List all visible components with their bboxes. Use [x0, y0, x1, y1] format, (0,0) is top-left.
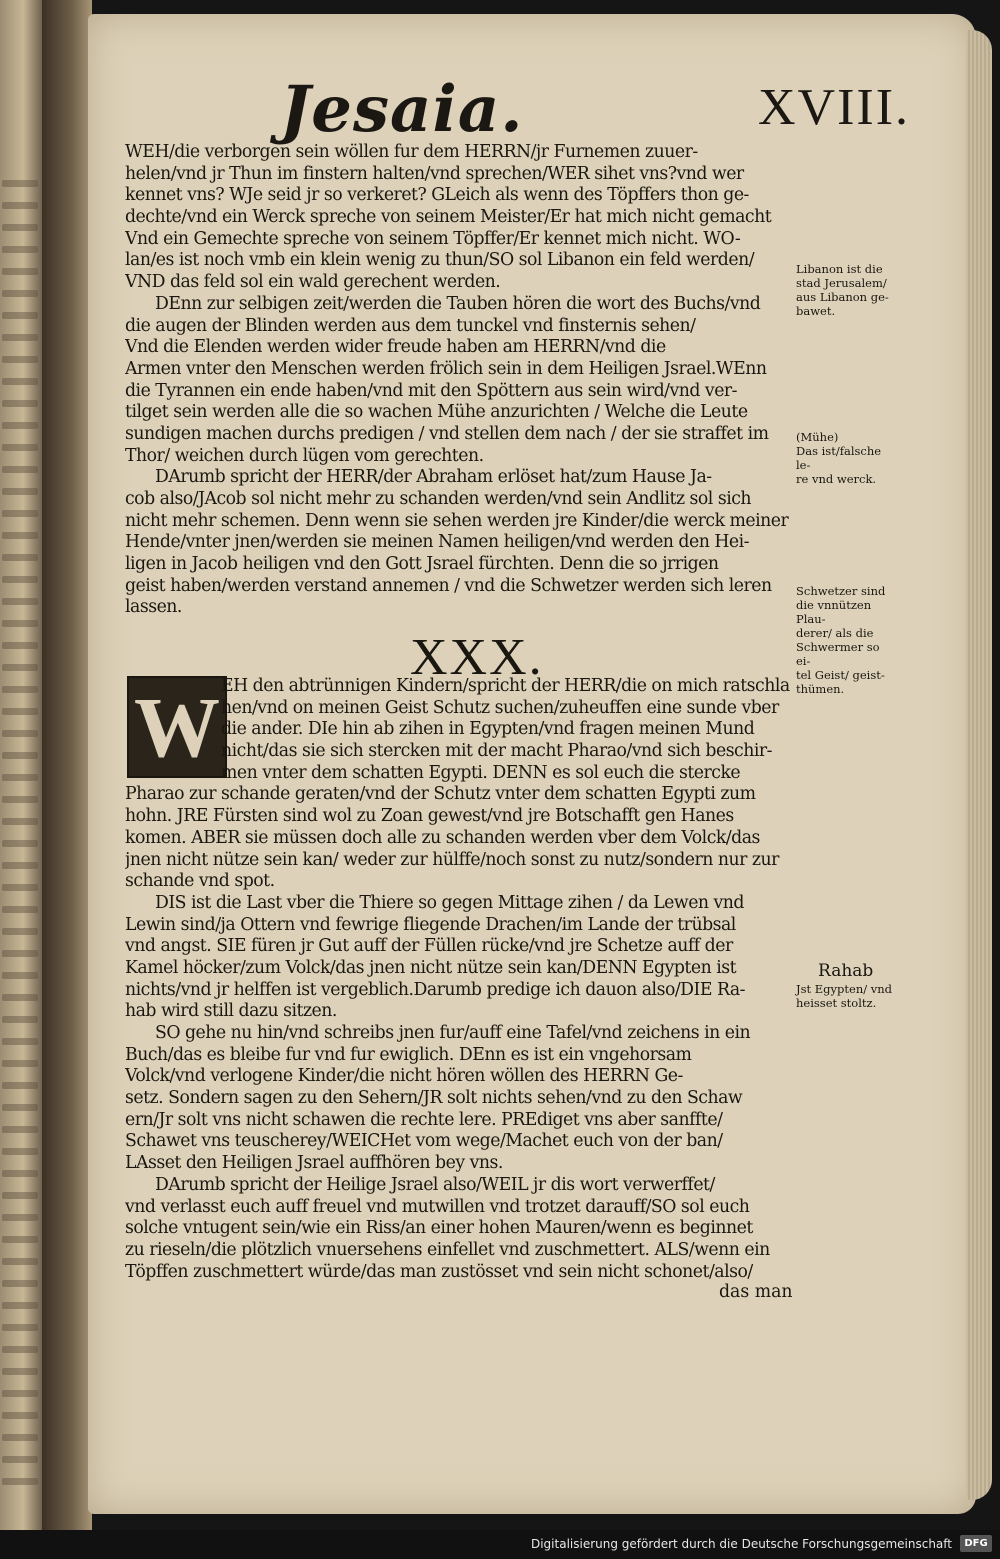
note-line: Jst Egypten/ vnd [796, 982, 893, 996]
text-line: Töpffen zuschmettert würde/das man zustösset vnd sein nicht schonet/also/ [125, 1261, 753, 1282]
facing-page-text-trace [2, 1038, 38, 1045]
text-line: sundigen machen durchs predigen / vnd stellen dem nach / der sie straffet im [125, 423, 769, 444]
chapter-heading: XXX. [410, 629, 544, 686]
text-line: Hende/vnter jnen/werden sie meinen Namen heiligen/vnd werden den Hei- [125, 532, 750, 553]
facing-page-text-trace [2, 1478, 38, 1485]
text-line: LAsset den Heiligen Jsrael auffhören bey vns. [125, 1153, 503, 1174]
facing-page-text-trace [2, 1280, 38, 1287]
text-line: die Tyrannen ein ende haben/vnd mit den Spöttern aus sein wird/vnd ver- [125, 380, 738, 401]
facing-page-text-trace [2, 884, 38, 891]
note-line: Libanon ist die [796, 262, 883, 276]
text-line: jnen nicht nütze sein kan/ weder zur hülffe/noch sonst zu nutz/sondern nur zur [125, 849, 779, 870]
facing-page-edge [0, 0, 42, 1530]
facing-page-text-trace [2, 180, 38, 187]
facing-page-text-trace [2, 1148, 38, 1155]
text-line: ligen in Jacob heiligen vnd den Gott Jsrael fürchten. Denn die so jrrigen [125, 554, 719, 575]
text-line: komen. ABER sie müssen doch alle zu schanden werden vber dem Volck/das [125, 827, 760, 848]
text-line: hen/vnd on meinen Geist Schutz suchen/zuheuffen eine sunde vber [221, 697, 779, 718]
note-line: Das ist/falsche le- [796, 444, 882, 472]
facing-page-text-trace [2, 312, 38, 319]
marginal-note-muehe [796, 430, 896, 486]
marginal-note-libanon [796, 262, 896, 318]
facing-page-text-trace [2, 642, 38, 649]
text-line: nicht/das sie sich stercken mit der macht Pharao/vnd sich beschir- [221, 741, 772, 762]
facing-page-text-trace [2, 400, 38, 407]
facing-page-text-trace [2, 1192, 38, 1199]
text-line: ern/Jr solt vns nicht schawen die rechte lere. PREdiget vns aber sanffte/ [125, 1109, 723, 1130]
facing-page-text-trace [2, 1368, 38, 1375]
text-line: tilget sein werden alle die so wachen Mühe anzurichten / Welche die Leute [125, 402, 748, 423]
facing-page-text-trace [2, 1390, 38, 1397]
text-line: cob also/JAcob sol nicht mehr zu schanden werden/vnd sein Andlitz sol sich [125, 489, 752, 509]
text-line: die augen der Blinden werden aus dem tunckel vnd finsternis sehen/ [125, 315, 696, 336]
facing-page-text-trace [2, 708, 38, 715]
text-line: men vnter dem schatten Egypti. DENN es sol euch die stercke [221, 762, 741, 783]
note-line: bawet. [796, 304, 836, 318]
facing-page-text-trace [2, 994, 38, 1001]
note-line: stad Jerusalem/ [796, 276, 887, 290]
facing-page-text-trace [2, 488, 38, 495]
facing-page-text-trace [2, 774, 38, 781]
running-head-title: Jesaia. [280, 72, 524, 147]
facing-page-text-trace [2, 752, 38, 759]
text-line: VND das feld sol ein wald gerechent werden. [125, 272, 501, 293]
text-line: Thor/ weichen durch lügen vom gerechten. [125, 445, 484, 466]
facing-page-text-trace [2, 202, 38, 209]
facing-page-text-trace [2, 686, 38, 693]
facing-page-text-trace [2, 928, 38, 935]
facing-page-text-trace [2, 576, 38, 583]
facing-page-text-trace [2, 906, 38, 913]
facing-page-text-trace [2, 972, 38, 979]
facing-page-text-trace [2, 466, 38, 473]
facing-page-text-trace [2, 1346, 38, 1353]
facing-page-text-trace [2, 818, 38, 825]
facing-page-text-trace [2, 1170, 38, 1177]
text-block-2 [125, 676, 800, 1283]
facing-page-text-trace [2, 1434, 38, 1441]
text-line: Buch/das es bleibe fur vnd fur ewiglich. DEnn es ist ein vngehorsam [125, 1044, 692, 1065]
note-line: Schwermer so ei- [796, 640, 880, 668]
facing-page-text-trace [2, 1082, 38, 1089]
catchword: das man [719, 1282, 793, 1302]
text-line: Armen vnter den Menschen werden frölich sein in dem Heiligen Jsrael.WEnn [125, 358, 767, 379]
facing-page-text-trace [2, 840, 38, 847]
note-line: (Mühe) [796, 430, 839, 444]
facing-page-text-trace [2, 510, 38, 517]
text-line: schande vnd spot. [125, 871, 275, 892]
text-line: Kamel höcker/zum Volck/das jnen nicht nütze sein kan/DENN Egypten ist [125, 957, 737, 978]
facing-page-text-trace [2, 950, 38, 957]
funding-credit: Digitalisierung gefördert durch die Deutsche Forschungsgemeinschaft [530, 1537, 952, 1551]
note-line: tel Geist/ geist- [796, 668, 885, 682]
facing-page-text-trace [2, 620, 38, 627]
text-line: dechte/vnd ein Werck spreche von seinem Meister/Er hat mich nicht gemacht [125, 207, 772, 228]
facing-page-text-trace [2, 532, 38, 539]
text-line: vnd verlasst euch auff freuel vnd mutwillen vnd trotzet darauff/SO sol euch [125, 1196, 750, 1217]
text-line: Volck/vnd verlogene Kinder/die nicht hören wöllen des HERRN Ge- [125, 1066, 683, 1087]
facing-page-text-trace [2, 1060, 38, 1067]
facing-page-text-trace [2, 1126, 38, 1133]
text-line: helen/vnd jr Thun im finstern halten/vnd sprechen/WER sihet vns?vnd wer [125, 163, 744, 184]
text-line: Schawet vns teuscherey/WEICHet vom wege/Machet euch von der ban/ [125, 1131, 723, 1152]
text-line: vnd angst. SIE füren jr Gut auff der Füllen rücke/vnd jre Schetze auff der [125, 936, 733, 957]
text-line: DEnn zur selbigen zeit/werden die Tauben hören die wort des Buchs/vnd [155, 293, 761, 314]
facing-page-text-trace [2, 378, 38, 385]
facing-page-text-trace [2, 422, 38, 429]
marginal-note-schwetzer [796, 584, 896, 696]
marginal-note-rahab [796, 960, 896, 1010]
text-line: nicht mehr schemen. Denn wenn sie sehen werden jre Kinder/die werck meiner [125, 510, 789, 531]
folio-number: XVIII. [758, 79, 911, 136]
text-line: kennet vns? WJe seid jr so verkeret? GLeich als wenn des Töpffers thon ge- [125, 185, 749, 206]
facing-page-text-trace [2, 246, 38, 253]
decorated-initial: W [127, 676, 227, 778]
footer-bar [0, 1530, 1000, 1559]
facing-page-text-trace [2, 796, 38, 803]
text-line: SO gehe nu hin/vnd schreibs jnen fur/auff eine Tafel/vnd zeichens in ein [155, 1023, 751, 1043]
text-line: EH den abtrünnigen Kindern/spricht der HERR/die on mich ratschla [221, 676, 790, 696]
text-line: DArumb spricht der Heilige Jsrael also/WEIL jr dis wort verwerffet/ [155, 1174, 715, 1195]
facing-page-text-trace [2, 1412, 38, 1419]
text-line: lassen. [125, 597, 182, 618]
text-block-1 [125, 142, 800, 619]
facing-page-text-trace [2, 1016, 38, 1023]
facing-page-text-trace [2, 268, 38, 275]
facing-page-text-trace [2, 1456, 38, 1463]
text-line: Vnd die Elenden werden wider freude haben am HERRN/vnd die [125, 337, 666, 358]
text-line: hohn. JRE Fürsten sind wol zu Zoan gewest/vnd jre Botschafft gen Hanes [125, 806, 734, 827]
facing-page-text-trace [2, 356, 38, 363]
text-line: zu rieseln/die plötzlich vnuersehens einfellet vnd zuschmettert. ALS/wenn ein [125, 1239, 770, 1260]
facing-page-text-trace [2, 1104, 38, 1111]
marginal-note-rahab-body [796, 982, 896, 1010]
text-line: lan/es ist noch vmb ein klein wenig zu thun/SO sol Libanon ein feld werden/ [125, 250, 755, 271]
text-line: solche vntugent sein/wie ein Riss/an einer hohen Mauren/wenn es beginnet [125, 1218, 753, 1239]
facing-page-text-trace [2, 598, 38, 605]
text-line: nichts/vnd jr helffen ist vergeblich.Darumb predige ich dauon also/DIE Ra- [125, 979, 746, 1000]
dfg-logo: DFG [960, 1535, 992, 1552]
text-line: Pharao zur schande geraten/vnd der Schutz vnter dem schatten Egypti zum [125, 784, 756, 805]
text-line: hab wird still dazu sitzen. [125, 1001, 337, 1022]
facing-page-text-trace [2, 224, 38, 231]
note-line: die vnnützen Plau- [796, 598, 872, 626]
facing-page-text-trace [2, 1302, 38, 1309]
facing-page-text-trace [2, 862, 38, 869]
text-line: Vnd ein Gemechte spreche von seinem Töpffer/Er kennet mich nicht. WO- [125, 228, 741, 249]
facing-page-text-trace [2, 1258, 38, 1265]
note-line: derer/ als die [796, 626, 874, 640]
book-gutter [42, 0, 92, 1530]
text-line: geist haben/werden verstand annemen / vnd die Schwetzer werden sich leren [125, 575, 772, 596]
note-line: heisset stoltz. [796, 996, 877, 1010]
text-line: DIS ist die Last vber die Thiere so gegen Mittage zihen / da Lewen vnd [155, 892, 744, 913]
facing-page-text-trace [2, 664, 38, 671]
facing-page-text-trace [2, 1324, 38, 1331]
note-line: Schwetzer sind [796, 584, 886, 598]
page-stack-edge [966, 30, 992, 1500]
text-line: setz. Sondern sagen zu den Sehern/JR solt nichts sehen/vnd zu den Schaw [125, 1088, 743, 1109]
note-line: re vnd werck. [796, 472, 877, 486]
text-line: WEH/die verborgen sein wöllen fur dem HERRN/jr Furnemen zuuer- [125, 142, 698, 162]
marginal-note-rahab-head: Rahab [818, 961, 874, 981]
text-line: DArumb spricht der HERR/der Abraham erlöset hat/zum Hause Ja- [155, 467, 712, 488]
facing-page-text-trace [2, 334, 38, 341]
facing-page-text-trace [2, 730, 38, 737]
text-line: die ander. DIe hin ab zihen in Egypten/vnd fragen meinen Mund [221, 719, 755, 740]
facing-page-text-trace [2, 1214, 38, 1221]
note-line: aus Libanon ge- [796, 290, 889, 304]
facing-page-text-trace [2, 554, 38, 561]
text-line: Lewin sind/ja Ottern vnd fewrige fliegende Drachen/im Lande der trübsal [125, 914, 736, 935]
facing-page-text-trace [2, 290, 38, 297]
note-line: thümen. [796, 682, 845, 696]
facing-page-text-trace [2, 444, 38, 451]
facing-page-text-trace [2, 1236, 38, 1243]
